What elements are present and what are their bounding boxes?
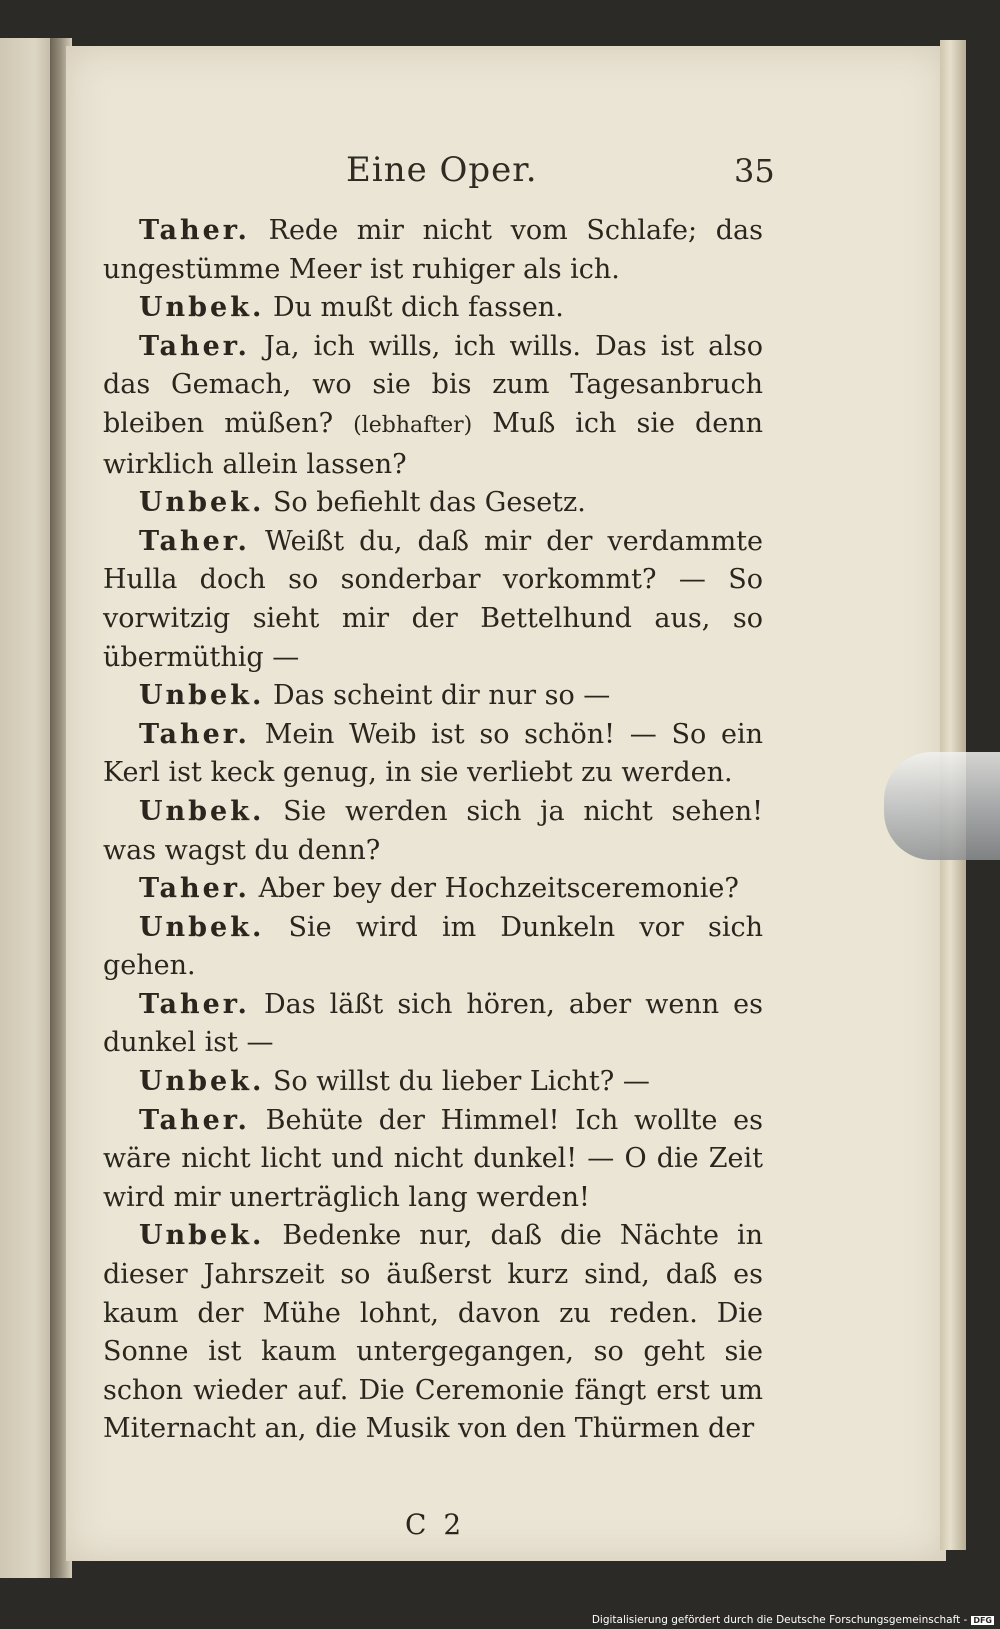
page-body <box>103 212 763 1449</box>
dialogue-text: Sie werden sich ja nicht sehen! was wagst du denn? <box>103 795 763 866</box>
dialogue-paragraph <box>103 328 763 484</box>
speaker-name: Taher. <box>139 525 250 557</box>
dialogue-paragraph <box>103 289 763 328</box>
dialogue-text: Sie wird im Dunkeln vor sich gehen. <box>103 911 763 982</box>
dialogue-paragraph <box>103 870 763 909</box>
speaker-name: Taher. <box>139 873 250 905</box>
dialogue-paragraph <box>103 793 763 870</box>
speaker-name: Unbek. <box>139 1066 265 1098</box>
dialogue-text: Das läßt sich hören, aber wenn es dunkel ist — <box>103 988 763 1059</box>
dialogue-paragraph <box>103 677 763 716</box>
dialogue-text: Rede mir nicht vom Schlafe; das ungestümme Meer ist ruhiger als ich. <box>103 215 763 285</box>
speaker-name: Taher. <box>139 330 250 362</box>
digitization-credit <box>592 1612 994 1628</box>
dialogue-text: Muß ich sie denn wirklich allein lassen? <box>103 407 763 480</box>
speaker-name: Taher. <box>139 988 250 1020</box>
speaker-name: Unbek. <box>139 795 265 827</box>
dialogue-paragraph <box>103 523 763 677</box>
book-clip <box>884 752 1000 860</box>
dialogue-text: Ja, ich wills, ich wills. Das ist also das Gemach, wo sie bis zum Tagesanbruch bleiben müßen? <box>103 330 763 439</box>
dialogue-paragraph <box>103 212 763 289</box>
dialogue-text: Behüte der Himmel! Ich wollte es wäre nicht licht und nicht dunkel! — O die Zeit wird mir unerträglich lang werden! <box>103 1104 763 1213</box>
dialogue-paragraph <box>103 716 763 793</box>
dialogue-paragraph <box>103 1217 763 1449</box>
dialogue-text: So willst du lieber Licht? — <box>272 1066 650 1098</box>
running-title: Eine Oper. <box>346 150 538 190</box>
dialogue-text: Du mußt dich fassen. <box>272 292 564 324</box>
speaker-name: Unbek. <box>139 680 265 712</box>
credit-text: Digitalisierung gefördert durch die Deutsche Forschungsgemeinschaft - <box>591 1614 968 1626</box>
dialogue-paragraph <box>103 484 763 523</box>
speaker-name: Taher. <box>139 1104 250 1136</box>
page-header <box>66 150 946 200</box>
speaker-name: Taher. <box>139 215 250 246</box>
speaker-name: Taher. <box>139 718 250 750</box>
speaker-name: Unbek. <box>139 487 265 519</box>
dialogue-text: Mein Weib ist so schön! — So ein Kerl ist keck genug, in sie verliebt zu werden. <box>103 718 763 789</box>
dialogue-text: Bedenke nur, daß die Nächte in dieser Jahrszeit so äußerst kurz sind, daß es kaum der Mühe lohnt, davon zu reden. Die Sonne ist kaum untergegangen, so geht sie schon wieder auf. Die Ceremonie fängt erst um Miternacht an, die Musik von den Thürmen der <box>103 1220 763 1445</box>
dialogue-text: Weißt du, daß mir der verdammte Hulla doch so sonderbar vorkommt? — So vorwitzig sieht mir der Bettelhund aus, so übermüthig — <box>103 525 763 673</box>
dialogue-text: Aber bey der Hochzeitsceremonie? <box>258 873 739 905</box>
stage-direction: (lebhafter) <box>353 412 473 438</box>
printer-signature: C 2 <box>405 1508 466 1541</box>
dialogue-paragraph <box>103 1102 763 1218</box>
dialogue-paragraph <box>103 909 763 986</box>
dialogue-text: So befiehlt das Gesetz. <box>272 487 586 519</box>
dialogue-paragraph <box>103 1063 763 1102</box>
speaker-name: Unbek. <box>139 292 265 324</box>
dialogue-text: Das scheint dir nur so — <box>272 680 611 712</box>
dialogue-paragraph <box>103 986 763 1063</box>
speaker-name: Unbek. <box>139 911 265 943</box>
speaker-name: Unbek. <box>139 1220 265 1252</box>
dfg-logo: DFG <box>973 1615 992 1625</box>
page-number: 35 <box>734 152 775 190</box>
